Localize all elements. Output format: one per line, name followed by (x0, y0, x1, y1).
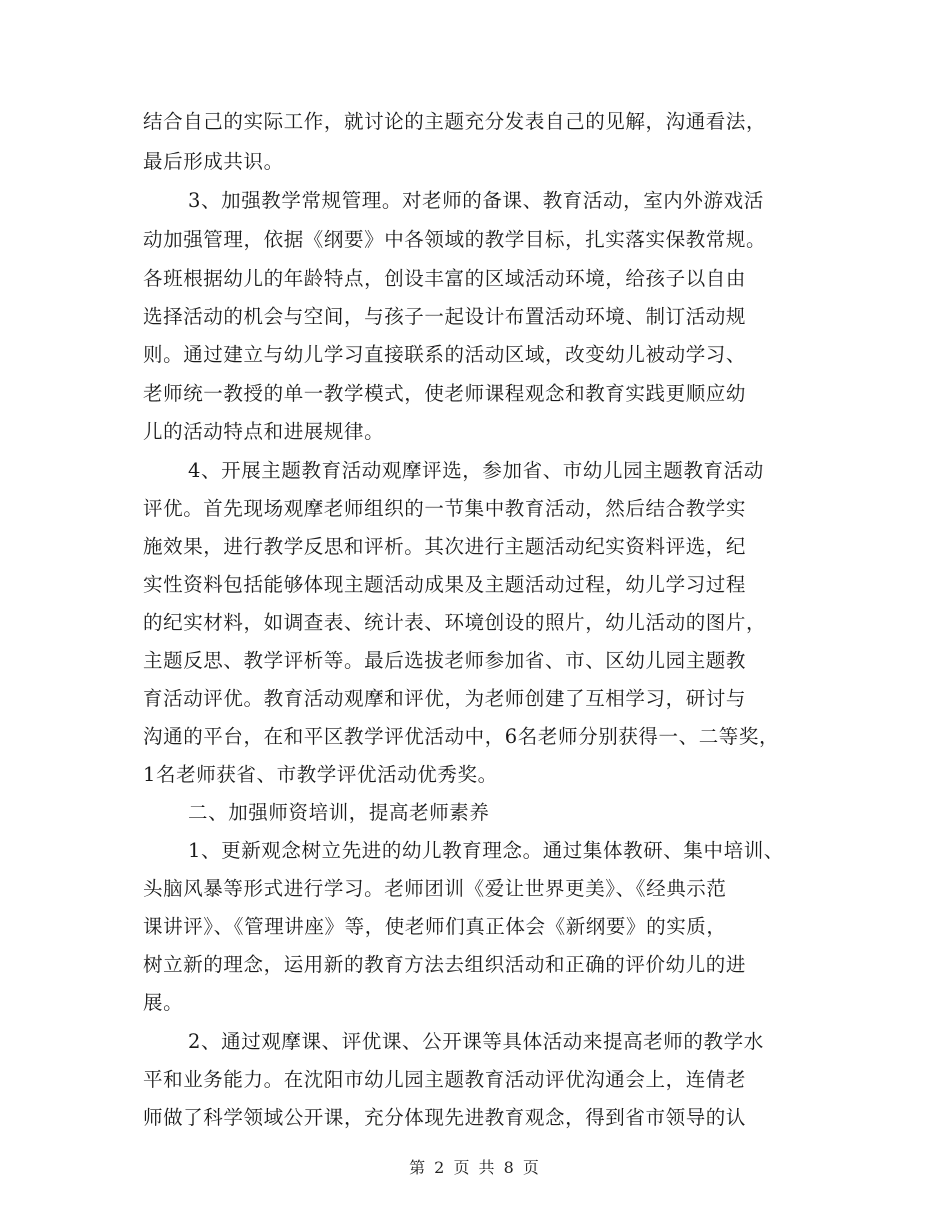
text-line: 结合自己的实际工作，就讨论的主题充分发表自己的见解，沟通看法， (143, 110, 767, 133)
text-line: 各班根据幼儿的年龄特点，创设丰富的区域活动环境，给孩子以自由 (143, 267, 747, 290)
text-line: 儿的活动特点和进展规律。 (143, 420, 385, 443)
text-line: 沟通的平台，在和平区教学评优活动中，6名老师分别获得一、二等奖， (143, 725, 780, 748)
text-line: 1名老师获省、市教学评优活动优秀奖。 (143, 763, 498, 786)
text-line: 展。 (143, 991, 184, 1014)
text-line: 平和业务能力。在沈阳市幼儿园主题教育活动评优沟通会上，连倩老 (143, 1068, 747, 1091)
text-line: 3、加强教学常规管理。对老师的备课、教育活动，室内外游戏活 (188, 189, 764, 212)
text-line: 则。通过建立与幼儿学习直接联系的活动区域，改变幼儿被动学习、 (143, 343, 747, 366)
text-line: 4、开展主题教育活动观摩评选，参加省、市幼儿园主题教育活动 (188, 459, 764, 482)
text-line: 头脑风暴等形式进行学习。老师团训《爱让世界更美》、《经典示范 (143, 877, 727, 900)
text-line: 育活动评优。教育活动观摩和评优，为老师创建了互相学习，研讨与 (143, 687, 747, 710)
text-line: 施效果，进行教学反思和评析。其次进行主题活动纪实资料评选，纪 (143, 535, 747, 558)
text-line: 1、更新观念树立先进的幼儿教育理念。通过集体教研、集中培训、 (188, 839, 784, 862)
text-line: 最后形成共识。 (143, 150, 284, 173)
text-line: 主题反思、教学评析等。最后选拔老师参加省、市、区幼儿园主题教 (143, 649, 747, 672)
text-line: 课讲评》、《管理讲座》等，使老师们真正体会《新纲要》的实质， (143, 915, 727, 938)
page-number-footer: 第 2 页 共 8 页 (409, 1158, 541, 1177)
text-line: 评优。首先现场观摩老师组织的一节集中教育活动，然后结合教学实 (143, 497, 747, 520)
text-line: 树立新的理念，运用新的教育方法去组织活动和正确的评价幼儿的进 (143, 953, 747, 976)
text-line: 实性资料包括能够体现主题活动成果及主题活动过程，幼儿学习过程 (143, 573, 747, 596)
text-line: 师做了科学领域公开课，充分体现先进教育观念，得到省市领导的认 (143, 1106, 747, 1129)
text-line: 的纪实材料，如调查表、统计表、环境创设的照片，幼儿活动的图片， (143, 611, 767, 634)
text-line: 动加强管理，依据《纲要》中各领域的教学目标，扎实落实保教常规。 (143, 228, 767, 251)
text-line: 2、通过观摩课、评优课、公开课等具体活动来提高老师的教学水 (188, 1030, 764, 1053)
text-line: 选择活动的机会与空间，与孩子一起设计布置活动环境、制订活动规 (143, 305, 747, 328)
text-line: 老师统一教授的单一教学模式，使老师课程观念和教育实践更顺应幼 (143, 382, 747, 405)
section-heading: 二、加强师资培训，提高老师素养 (188, 801, 490, 824)
